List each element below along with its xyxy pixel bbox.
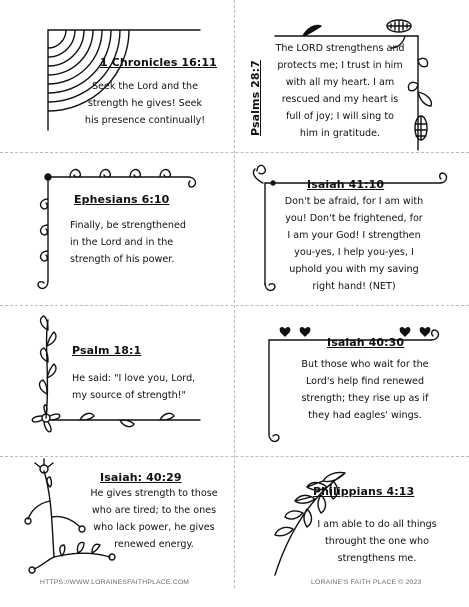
- footer-copyright: LORAINE'S FAITH PLACE © 2023: [311, 579, 422, 586]
- verse-text: [275, 356, 455, 424]
- verse-line: in the Lord and in the: [70, 237, 174, 248]
- verse-text: [287, 516, 467, 567]
- verse-text: [265, 40, 415, 142]
- verse-line: strength; they rise up as if: [301, 393, 429, 404]
- verse-line: Don't be afraid, for I am with: [284, 196, 424, 207]
- verse-reference: Philippians 4:13: [313, 485, 415, 498]
- verse-line: his presence continually!: [84, 115, 206, 126]
- verse-line: with all my heart. I am: [285, 77, 395, 88]
- footer-website: HTTPS://WWW.LORAINESFAITHPLACE.COM: [40, 579, 190, 586]
- verse-line: I am your God! I strengthen: [287, 230, 421, 241]
- verse-line: right hand! (NET): [312, 281, 396, 292]
- verse-line: you-yes, I help you-yes, I: [294, 247, 414, 258]
- verse-text: [60, 78, 230, 129]
- verse-reference: Isaiah 40:30: [327, 336, 405, 349]
- verse-line: strength he gives! Seek: [87, 98, 203, 109]
- verse-line: Seek the Lord and the: [91, 81, 199, 92]
- verse-line: throught the one who: [325, 536, 429, 547]
- verse-line: strength of his power.: [70, 254, 175, 265]
- verse-line: strengthens me.: [337, 553, 417, 564]
- verse-reference: 1 Chronicles 16:11: [100, 56, 217, 69]
- verse-card-1-chronicles: [0, 0, 234, 150]
- verse-line: He gives strength to those: [90, 488, 218, 499]
- verse-reference-vertical: Psalms 28:7: [249, 60, 262, 136]
- verse-reference: Psalm 18:1: [72, 344, 142, 357]
- verse-card-isaiah-40-30: [235, 306, 469, 456]
- verse-card-isaiah-41: [235, 153, 469, 303]
- verse-line: my source of strength!": [72, 390, 186, 401]
- verse-line: But those who wait for the: [301, 359, 429, 370]
- verse-card-ephesians: [0, 153, 234, 303]
- verse-text: [70, 217, 230, 268]
- verse-line: I am able to do all things: [317, 519, 437, 530]
- verse-line: The LORD strengthens and: [275, 43, 405, 54]
- verse-line: Lord's help find renewed: [305, 376, 425, 387]
- verse-line: He said: "I love you, Lord,: [72, 373, 196, 384]
- verse-card-psalm-18: [0, 306, 234, 456]
- verse-line: you! Don't be frightened, for: [285, 213, 423, 224]
- verse-line: protects me; I trust in him: [277, 60, 403, 71]
- verse-line: Finally, be strengthened: [70, 220, 186, 231]
- verse-line: uphold you with my saving: [289, 264, 419, 275]
- verse-line: they had eagles' wings.: [308, 410, 422, 421]
- verse-reference: Isaiah: 40:29: [100, 471, 182, 484]
- verse-reference: Isaiah 41:10: [307, 178, 385, 191]
- verse-line: who lack power, he gives: [93, 522, 215, 533]
- verse-line: him in gratitude.: [299, 128, 381, 139]
- verse-card-psalms-28: [235, 0, 469, 150]
- verse-line: who are tired; to the ones: [91, 505, 217, 516]
- verse-reference: Ephesians 6:10: [74, 193, 170, 206]
- verse-text: [76, 485, 232, 553]
- verse-line: rescued and my heart is: [281, 94, 399, 105]
- verse-line: full of joy; I will sing to: [286, 111, 394, 122]
- verse-text: [265, 193, 443, 295]
- verse-text: [72, 370, 232, 404]
- verse-line: renewed energy.: [114, 539, 194, 550]
